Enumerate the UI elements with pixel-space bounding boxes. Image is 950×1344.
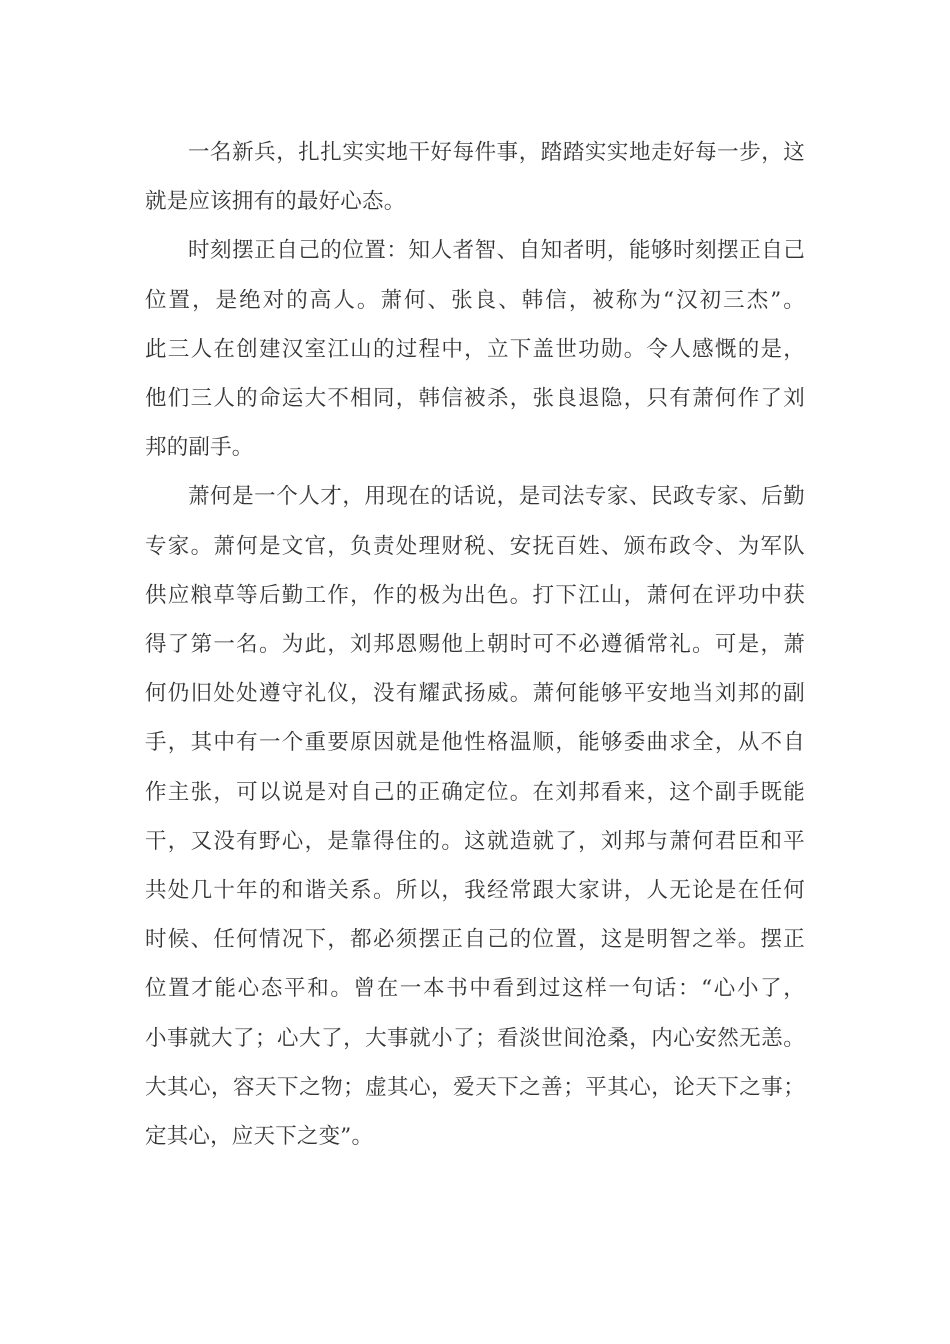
paragraph-line: 定其心，应天下之变”。 — [145, 1124, 374, 1150]
paragraph-line: 一名新兵，扎扎实实地干好每件事，踏踏实实地走好每一步，这 — [188, 140, 805, 165]
paragraph-line: 时候、任何情况下，都必须摆正自己的位置，这是明智之举。摆正 — [145, 927, 805, 953]
paragraph-line: 此三人在创建汉室江山的过程中，立下盖世功勋。令人感慨的是， — [145, 336, 805, 362]
paragraph-line: 位置，是绝对的高人。萧何、张良、韩信，被称为“汉初三杰”。 — [145, 287, 805, 313]
paragraph-line: 萧何是一个人才，用现在的话说，是司法专家、民政专家、后勤 — [188, 484, 805, 510]
paragraph-line: 大其心，容天下之物；虚其心，爱天下之善；平其心，论天下之事； — [145, 1074, 805, 1100]
paragraph-line: 作主张，可以说是对自己的正确定位。在刘邦看来，这个副手既能 — [145, 779, 805, 805]
paragraph-line: 位置才能心态平和。曾在一本书中看到过这样一句话：“心小了， — [145, 976, 805, 1002]
paragraph-line: 手，其中有一个重要原因就是他性格温顺，能够委曲求全，从不自 — [145, 730, 805, 756]
paragraph-line: 小事就大了；心大了，大事就小了；看淡世间沧桑，内心安然无恙。 — [145, 1025, 805, 1051]
paragraph-line: 专家。萧何是文官，负责处理财税、安抚百姓、颁布政令、为军队 — [145, 533, 805, 559]
paragraph-line: 干，又没有野心，是靠得住的。这就造就了，刘邦与萧何君臣和平 — [145, 828, 805, 854]
paragraph-line: 何仍旧处处遵守礼仪，没有耀武扬威。萧何能够平安地当刘邦的副 — [145, 681, 805, 707]
paragraph-line: 时刻摆正自己的位置：知人者智、自知者明，能够时刻摆正自己 — [188, 238, 805, 264]
paragraph-line: 共处几十年的和谐关系。所以，我经常跟大家讲，人无论是在任何 — [145, 878, 805, 904]
paragraph-line: 供应粮草等后勤工作，作的极为出色。打下江山，萧何在评功中获 — [145, 582, 805, 608]
paragraph-3 — [145, 472, 805, 1161]
paragraph-line: 就是应该拥有的最好心态。 — [145, 189, 406, 215]
document-body — [145, 128, 805, 1161]
paragraph-line: 他们三人的命运大不相同，韩信被杀，张良退隐，只有萧何作了刘 — [145, 386, 805, 412]
paragraph-line: 邦的副手。 — [145, 435, 254, 461]
paragraph-1 — [145, 128, 805, 226]
paragraph-2 — [145, 226, 805, 472]
paragraph-line: 得了第一名。为此，刘邦恩赐他上朝时可不必遵循常礼。可是，萧 — [145, 632, 805, 658]
